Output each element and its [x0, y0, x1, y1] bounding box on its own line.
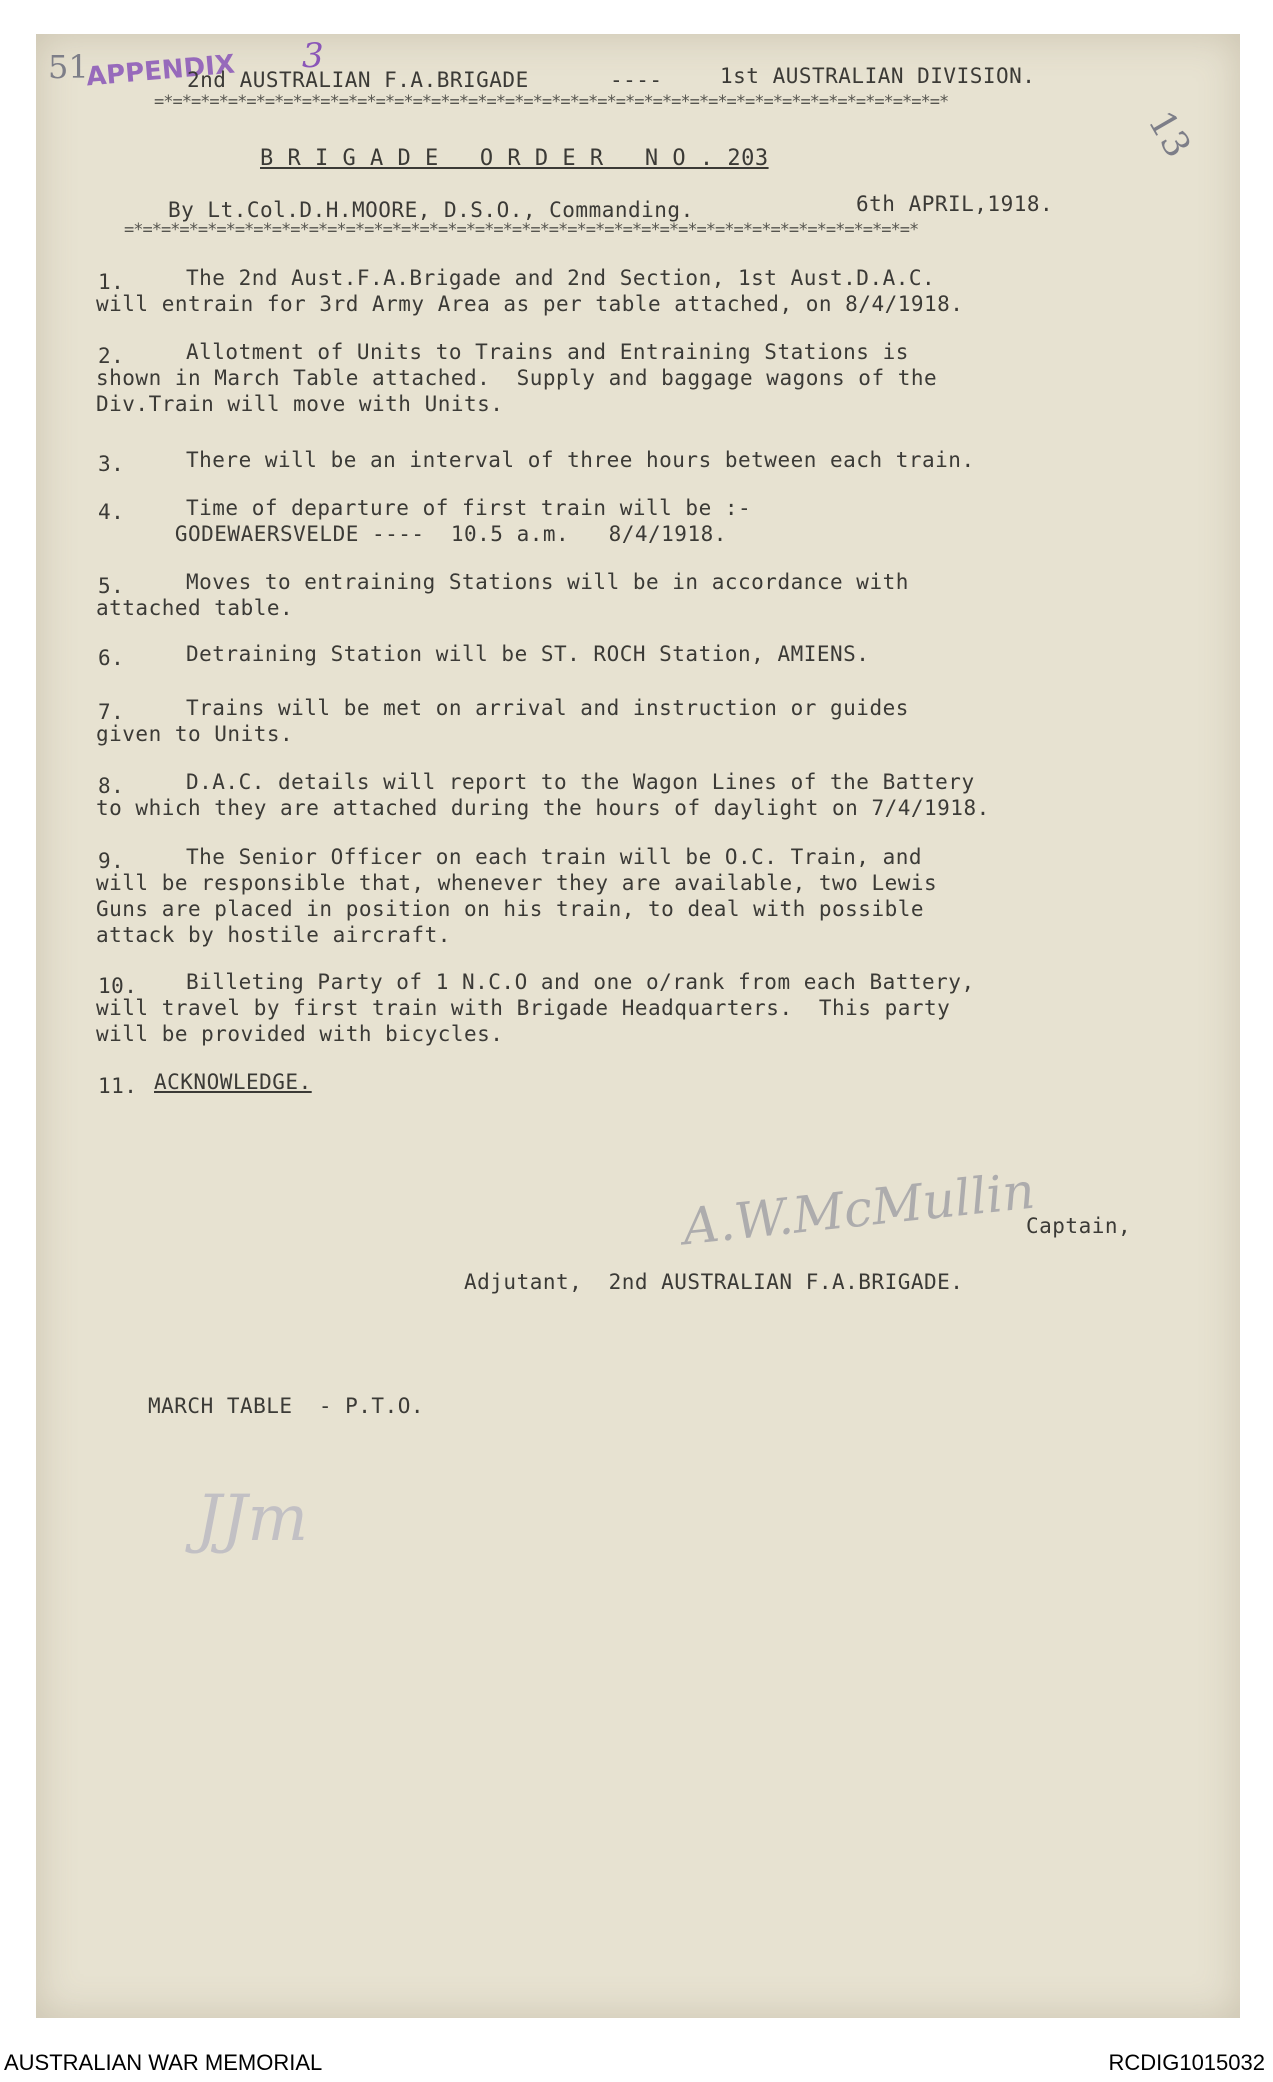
paragraph-line: to which they are attached during the hours of daylight on 7/4/1918.	[96, 796, 990, 820]
header-separator: =*=*=*=*=*=*=*=*=*=*=*=*=*=*=*=*=*=*=*=*=*=*=*=*=*=*=*=*=*=*=*=*=*=*=*=*=*=*=*=*=*=*=*	[154, 92, 949, 112]
paragraph-number: 4.	[98, 500, 125, 524]
paragraph-line: attack by hostile aircraft.	[96, 923, 451, 947]
paragraph-first-line: There will be an interval of three hours between each train.	[186, 448, 975, 472]
division-heading: 1st AUSTRALIAN DIVISION.	[720, 64, 1036, 88]
paragraph-number: 6.	[98, 646, 125, 670]
paragraph-first-line: ACKNOWLEDGE.	[154, 1070, 312, 1094]
paragraph-line: will be provided with bicycles.	[96, 1022, 504, 1046]
paragraph-number: 7.	[98, 700, 125, 724]
paragraph-first-line: Moves to entraining Stations will be in accordance with	[186, 570, 909, 594]
paragraph-number: 10.	[98, 974, 138, 998]
signature: A.W.McMullin	[679, 1161, 1038, 1257]
paragraph-line: will travel by first train with Brigade Headquarters. This party	[96, 996, 951, 1020]
signatory-rank: Captain,	[1026, 1214, 1132, 1238]
march-table-note: MARCH TABLE - P.T.O.	[148, 1394, 425, 1418]
unit-heading: 2nd AUSTRALIAN F.A.BRIGADE	[187, 68, 529, 92]
title-separator: =*=*=*=*=*=*=*=*=*=*=*=*=*=*=*=*=*=*=*=*=*=*=*=*=*=*=*=*=*=*=*=*=*=*=*=*=*=*=*=*=*=*=*	[124, 220, 919, 240]
signatory-appointment: Adjutant, 2nd AUSTRALIAN F.A.BRIGADE.	[464, 1270, 964, 1294]
paragraph-line: attached table.	[96, 596, 294, 620]
paragraph-line: Guns are placed in position on his train, to deal with possible	[96, 897, 925, 921]
paragraph-first-line: The 2nd Aust.F.A.Brigade and 2nd Section, 1st Aust.D.A.C.	[186, 266, 936, 290]
paragraph-line: given to Units.	[96, 722, 294, 746]
order-date: 6th APRIL,1918.	[856, 192, 1054, 216]
footer-institution: AUSTRALIAN WAR MEMORIAL	[4, 2050, 323, 2075]
paragraph-first-line: Detraining Station will be ST. ROCH Station, AMIENS.	[186, 642, 870, 666]
paragraph-first-line: D.A.C. details will report to the Wagon Lines of the Battery	[186, 770, 975, 794]
paragraph-first-line: Billeting Party of 1 N.C.O and one o/rank from each Battery,	[186, 970, 975, 994]
document-page	[36, 34, 1240, 2018]
paragraph-number: 5.	[98, 574, 125, 598]
paragraph-first-line: Trains will be met on arrival and instruction or guides	[186, 696, 909, 720]
paragraph-number: 2.	[98, 344, 125, 368]
paragraph-first-line: Allotment of Units to Trains and Entraining Stations is	[186, 340, 909, 364]
paragraph-number: 8.	[98, 774, 125, 798]
paragraph-line: will entrain for 3rd Army Area as per table attached, on 8/4/1918.	[96, 292, 964, 316]
paragraph-first-line: The Senior Officer on each train will be O.C. Train, and	[186, 845, 923, 869]
heading-dashes: ----	[610, 68, 663, 92]
paragraph-number: 1.	[98, 270, 125, 294]
order-title: B R I G A D E O R D E R N O . 203	[260, 146, 769, 171]
paragraph-first-line: Time of departure of first train will be :-	[186, 496, 752, 520]
paragraph-line: will be responsible that, whenever they are available, two Lewis	[96, 871, 938, 895]
paragraph-number: 3.	[98, 452, 125, 476]
appendix-number-handwritten: 3	[302, 36, 324, 76]
paragraph-line: Div.Train will move with Units.	[96, 392, 504, 416]
paragraph-number: 11.	[98, 1074, 138, 1098]
paragraph-line: shown in March Table attached. Supply and baggage wagons of the	[96, 366, 938, 390]
commanding-officer: By Lt.Col.D.H.MOORE, D.S.O., Commanding.	[168, 198, 694, 222]
footer-reference: RCDIG1015032	[1108, 2050, 1265, 2075]
folio-number-handwritten: 13	[1139, 104, 1199, 165]
page-number-handwritten: 51	[48, 48, 89, 86]
paragraph-line: GODEWAERSVELDE ---- 10.5 a.m. 8/4/1918.	[96, 522, 727, 546]
initials-handwritten: JJm	[196, 1482, 308, 1556]
paragraph-number: 9.	[98, 849, 125, 873]
appendix-stamp: APPENDIX	[84, 49, 237, 93]
